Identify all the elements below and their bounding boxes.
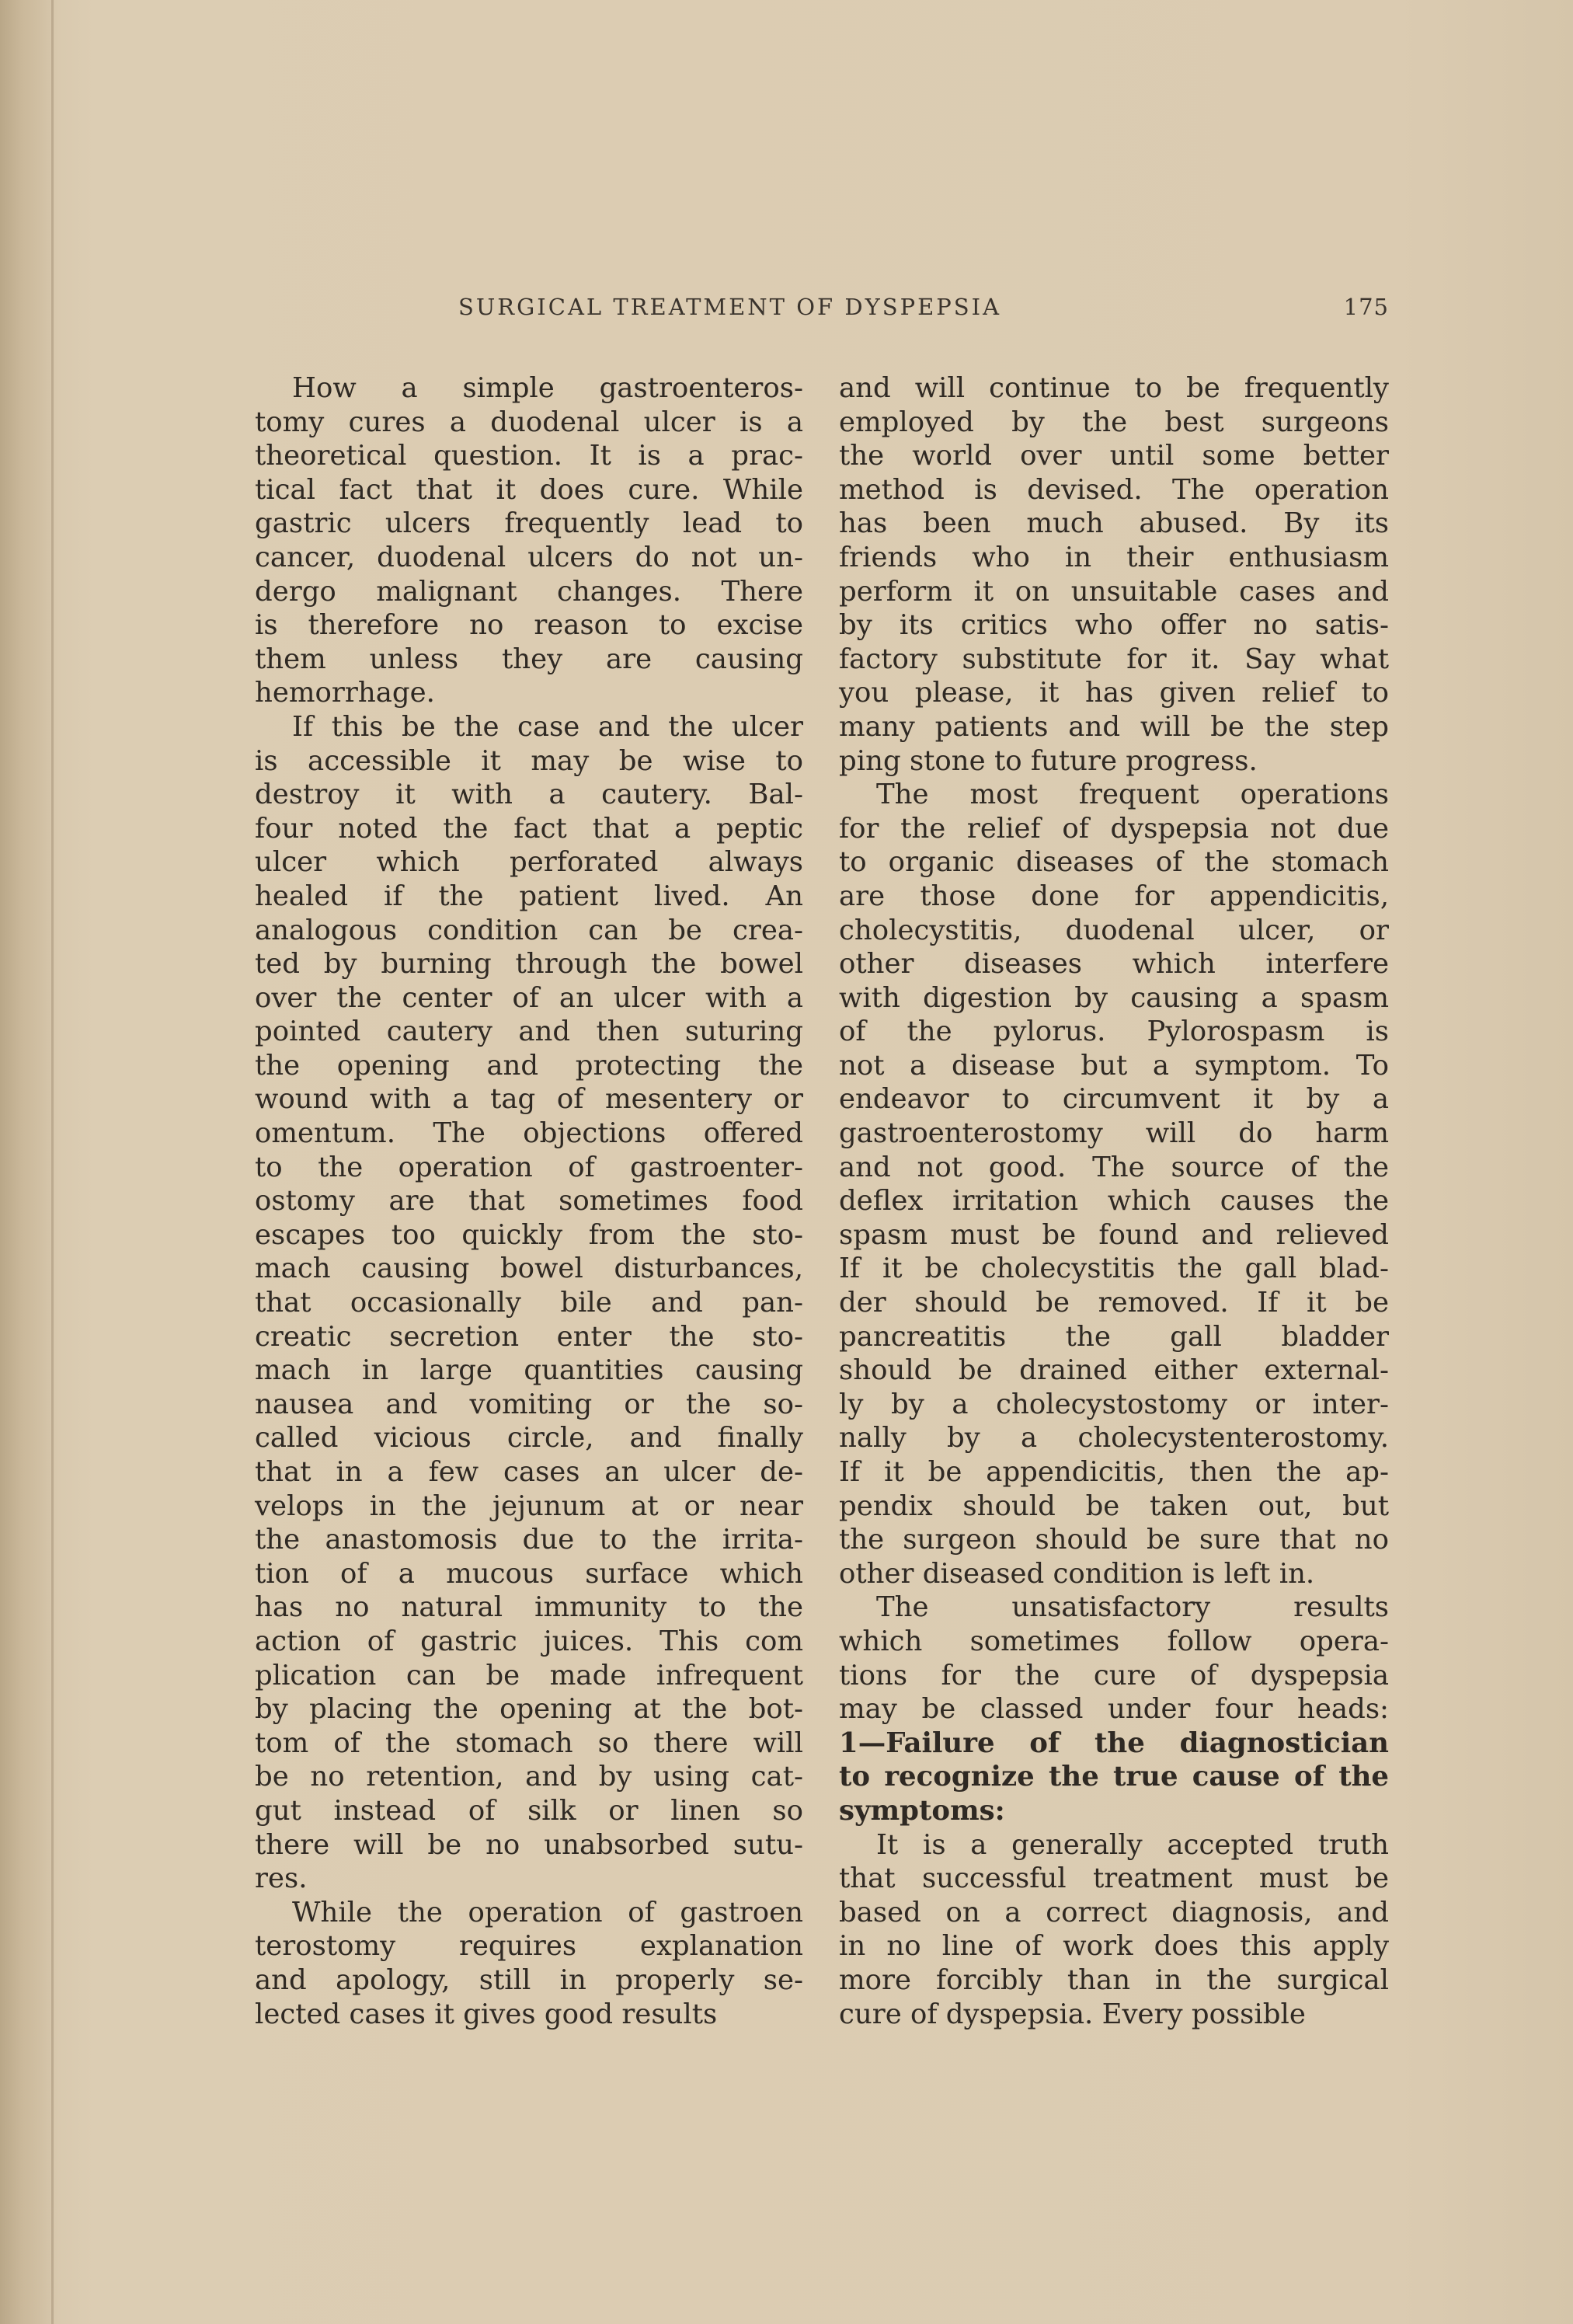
text-line: healed if the patient lived. An [255,880,803,912]
text-line: analogous condition can be crea- [255,914,803,946]
text-line: lected cases it gives good results [255,1998,718,2030]
text-line: many patients and will be the step [839,710,1389,743]
text-line: escapes too quickly from the sto- [255,1218,803,1251]
text-line: based on a correct diagnosis, and [839,1896,1389,1929]
text-line: creatic secretion enter the sto- [255,1320,803,1353]
text-line: for the relief of dyspepsia not due [839,812,1389,845]
text-line: ly by a cholecystostomy or inter- [839,1388,1389,1420]
text-line: other diseased condition is left in. [839,1557,1315,1590]
text-line: by placing the opening at the bot- [255,1693,803,1726]
text-line: wound with a tag of mesentery or [255,1083,803,1116]
text-line: is therefore no reason to excise [255,609,803,642]
text-line: should be drained either external- [839,1354,1389,1387]
text-line: res. [255,1862,308,1895]
left-column [255,371,803,2031]
text-line: the surgeon should be sure that no [839,1524,1389,1556]
text-line: tom of the stomach so there will [255,1726,803,1759]
text-line: nausea and vomiting or the so- [255,1388,803,1420]
text-line: 1—Failure of the diagnostician [839,1726,1389,1759]
text-line: mach in large quantities causing [255,1354,803,1387]
text-line: to recognize the true cause of the [839,1761,1389,1793]
text-line: not a disease but a symptom. To [839,1049,1389,1082]
text-line: in no line of work does this apply [839,1930,1389,1963]
text-line: The most frequent operations [876,779,1389,811]
text-line: symptoms: [839,1794,1005,1827]
text-line: cure of dyspepsia. Every possible [839,1998,1306,2030]
running-title: SURGICAL TREATMENT OF DYSPEPSIA [458,294,1002,320]
text-line: deflex irritation which causes the [839,1185,1389,1218]
text-line: velops in the jejunum at or near [255,1490,803,1522]
text-line: there will be no unabsorbed sutu- [255,1828,803,1861]
text-line: tomy cures a duodenal ulcer is a [255,406,803,438]
text-line: cholecystitis, duodenal ulcer, or [839,914,1389,946]
right-column [839,371,1389,2031]
text-line: other diseases which interfere [839,948,1389,981]
text-line: and not good. The source of the [839,1151,1389,1183]
text-line: perform it on unsuitable cases and [839,575,1389,608]
text-line: If this be the case and the ulcer [292,710,803,743]
text-line: mach causing bowel disturbances, [255,1253,803,1285]
text-line: While the operation of gastroen [292,1896,803,1929]
text-line: be no retention, and by using cat- [255,1761,803,1793]
text-line: to organic diseases of the stomach [839,846,1389,879]
text-line: cancer, duodenal ulcers do not un- [255,541,803,573]
text-line: ping stone to future progress. [839,744,1258,777]
text-line: terostomy requires explanation [255,1930,803,1963]
running-head [458,294,1389,333]
text-line: may be classed under four heads: [839,1693,1389,1726]
text-line: tions for the cure of dyspepsia [839,1659,1389,1692]
text-line: which sometimes follow opera- [839,1625,1389,1657]
text-line: gastric ulcers frequently lead to [255,507,803,540]
text-line: with digestion by causing a spasm [839,981,1389,1014]
text-line: pendix should be taken out, but [839,1490,1389,1522]
text-line: gastroenterostomy will do harm [839,1117,1389,1150]
text-line: that successful treatment must be [839,1862,1389,1895]
text-line: plication can be made infrequent [255,1659,803,1692]
text-line: and will continue to be frequently [839,372,1389,404]
page-number: 175 [1343,294,1389,320]
text-line: by its critics who offer no satis- [839,609,1389,642]
text-line: has no natural immunity to the [255,1591,803,1624]
text-line: factory substitute for it. Say what [839,643,1389,675]
text-line: endeavor to circumvent it by a [839,1083,1389,1116]
text-line: the opening and protecting the [255,1049,803,1082]
text-line: method is devised. The operation [839,473,1389,506]
text-line: you please, it has given relief to [839,677,1389,709]
text-line: hemorrhage. [255,677,435,709]
text-line: to the operation of gastroenter- [255,1151,803,1183]
text-line: How a simple gastroenteros- [292,372,803,404]
text-line: that in a few cases an ulcer de- [255,1456,803,1488]
text-line: action of gastric juices. This com [255,1625,803,1657]
text-line: called vicious circle, and finally [255,1422,803,1455]
text-line: employed by the best surgeons [839,406,1389,438]
text-line: pointed cautery and then suturing [255,1016,803,1048]
text-line: spasm must be found and relieved [839,1218,1389,1251]
text-line: destroy it with a cautery. Bal- [255,779,803,811]
text-line: ted by burning through the bowel [255,948,803,981]
text-line: theoretical question. It is a prac- [255,440,803,472]
text-line: nally by a cholecystenterostomy. [839,1422,1389,1455]
text-line: The unsatisfactory results [876,1591,1389,1624]
text-line: the world over until some better [839,440,1389,472]
text-line: the anastomosis due to the irrita- [255,1524,803,1556]
text-line: omentum. The objections offered [255,1117,803,1150]
text-line: dergo malignant changes. There [255,575,803,608]
text-line: of the pylorus. Pylorospasm is [839,1016,1389,1048]
text-line: them unless they are causing [255,643,803,675]
text-line: gut instead of silk or linen so [255,1794,803,1827]
text-line: four noted the fact that a peptic [255,812,803,845]
page-gutter [0,0,58,2324]
text-line: ulcer which perforated always [255,846,803,879]
text-line: tion of a mucous surface which [255,1557,803,1590]
gutter-line [51,0,54,2324]
text-line: that occasionally bile and pan- [255,1287,803,1319]
text-line: pancreatitis the gall bladder [839,1320,1389,1353]
text-line: and apology, still in properly se- [255,1963,803,1996]
text-line: has been much abused. By its [839,507,1389,540]
text-line: are those done for appendicitis, [839,880,1389,912]
text-line: more forcibly than in the surgical [839,1963,1389,1996]
text-line: If it be cholecystitis the gall blad- [839,1253,1389,1285]
text-line: is accessible it may be wise to [255,744,803,777]
text-line: It is a generally accepted truth [876,1828,1389,1861]
text-line: over the center of an ulcer with a [255,981,803,1014]
text-line: tical fact that it does cure. While [255,473,803,506]
text-line: ostomy are that sometimes food [255,1185,803,1218]
text-line: If it be appendicitis, then the ap- [839,1456,1389,1488]
text-line: friends who in their enthusiasm [839,541,1389,573]
text-line: der should be removed. If it be [839,1287,1389,1319]
